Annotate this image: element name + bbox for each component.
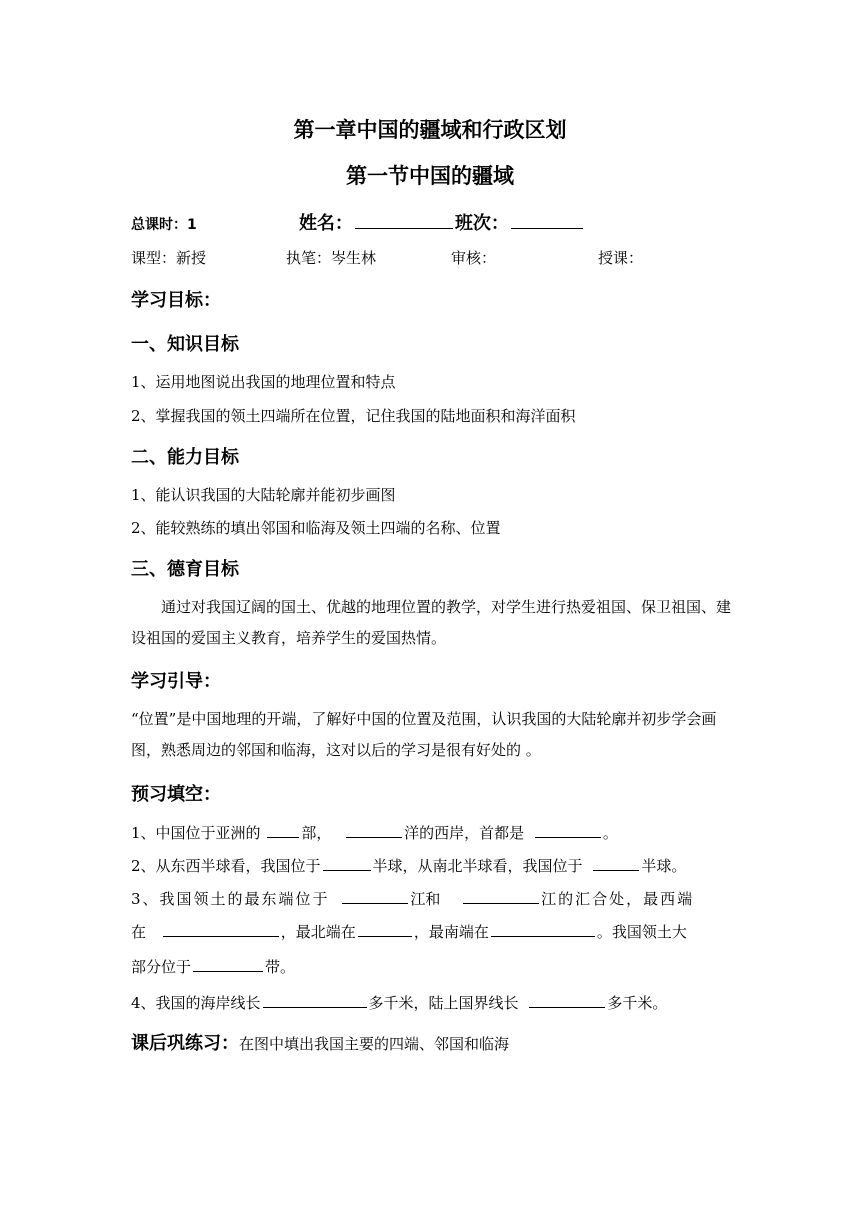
preview-q4 [131,991,732,1013]
preview-q2 [131,854,732,876]
q3-text-a: 3、我国领土的最东端位于 [131,890,330,908]
q2-text-b: 半球，从南北半球看，我国位于 [372,857,583,875]
moral-text: 通过对我国辽阔的国土、优越的地理位置的教学，对学生进行热爱祖国、保卫祖国、建设祖国的爱国主义教育，培养学生的爱国热情。 [131,598,732,647]
knowledge-heading: 一、知识目标 [131,334,239,355]
q3-text-d: 在 [131,923,147,941]
q1-text-d: 。 [602,824,618,842]
q3-blank-6[interactable] [193,955,263,972]
q1-blank-2[interactable] [346,821,402,838]
q1-text-a: 1、中国位于亚洲的 [131,824,261,842]
q2-text-c: 半球。 [641,857,687,875]
q3-blank-5[interactable] [491,920,595,937]
q3-text-e: ，最北端在 [280,923,356,941]
homework-text: 在图中填出我国主要的四端、邻国和临海 [239,1035,510,1053]
q3-blank-4[interactable] [358,920,412,937]
q3-text-i: 带。 [265,958,296,976]
q2-text-a: 2、从东西半球看，我国位于 [131,857,321,875]
objectives-heading: 学习目标： [131,290,221,311]
preview-q3-line3 [131,955,732,977]
homework-line [131,1029,732,1055]
q3-text-h: 部分位于 [131,958,192,976]
q1-blank-1[interactable] [267,821,299,838]
q2-blank-2[interactable] [593,854,639,871]
author: 执笔：岑生林 [286,249,377,267]
q3-blank-2[interactable] [463,887,539,904]
name-blank[interactable] [355,212,453,229]
q4-text-a: 4、我国的海岸线长 [131,994,261,1012]
ability-item-2: 2、能较熟练的填出邻国和临海及领土四端的名称、位置 [131,519,501,537]
teach: 授课： [598,249,644,267]
homework-label: 课后巩练习： [131,1033,239,1054]
q3-blank-1[interactable] [342,887,408,904]
chapter-title: 第一章中国的疆域和行政区划 [293,118,567,142]
name-label: 姓名： [298,213,353,234]
q2-blank-1[interactable] [323,854,371,871]
class-blank[interactable] [511,212,583,229]
info-row-2 [131,247,732,268]
q1-blank-3[interactable] [535,821,601,838]
guide-text: “位置”是中国地理的开端，了解好中国的位置及范围，认识我国的大陆轮廓并初步学会画图，熟悉周边的邻国和临海，这对以后的学习是很有好处的 。 [131,710,717,759]
info-row-1 [131,209,732,235]
lesson-type: 课型：新授 [131,249,207,267]
review: 审核： [451,249,497,267]
ability-item-1: 1、能认识我国的大陆轮廓并能初步画图 [131,486,396,504]
ability-heading: 二、能力目标 [131,447,239,468]
q3-blank-3[interactable] [163,920,279,937]
q3-text-c: 江的汇合处，最西端 [541,890,695,908]
total-hours: 总课时：1 [131,217,197,233]
q3-text-f: ，最南端在 [413,923,489,941]
knowledge-item-2: 2、掌握我国的领土四端所在位置，记住我国的陆地面积和海洋面积 [131,407,576,425]
knowledge-item-1: 1、运用地图说出我国的地理位置和特点 [131,373,396,391]
preview-heading: 预习填空： [131,784,221,805]
preview-q3-line1 [131,887,732,909]
q3-text-b: 江和 [410,890,441,908]
q4-blank-1[interactable] [263,991,367,1008]
preview-q1 [131,821,732,843]
q4-text-c: 多千米。 [607,994,668,1012]
preview-q3-line2 [131,920,732,942]
q1-text-c: 洋的西岸，首都是 [404,824,525,842]
moral-heading: 三、德育目标 [131,559,239,580]
q4-text-b: 多千米，陆上国界线长 [368,994,519,1012]
q4-blank-2[interactable] [529,991,605,1008]
class-label: 班次： [454,213,509,234]
guide-heading: 学习引导： [131,671,221,692]
q3-text-g: 。我国领土大 [596,923,687,941]
section-title: 第一节中国的疆域 [346,164,514,188]
q1-text-b: 部， [301,824,332,842]
